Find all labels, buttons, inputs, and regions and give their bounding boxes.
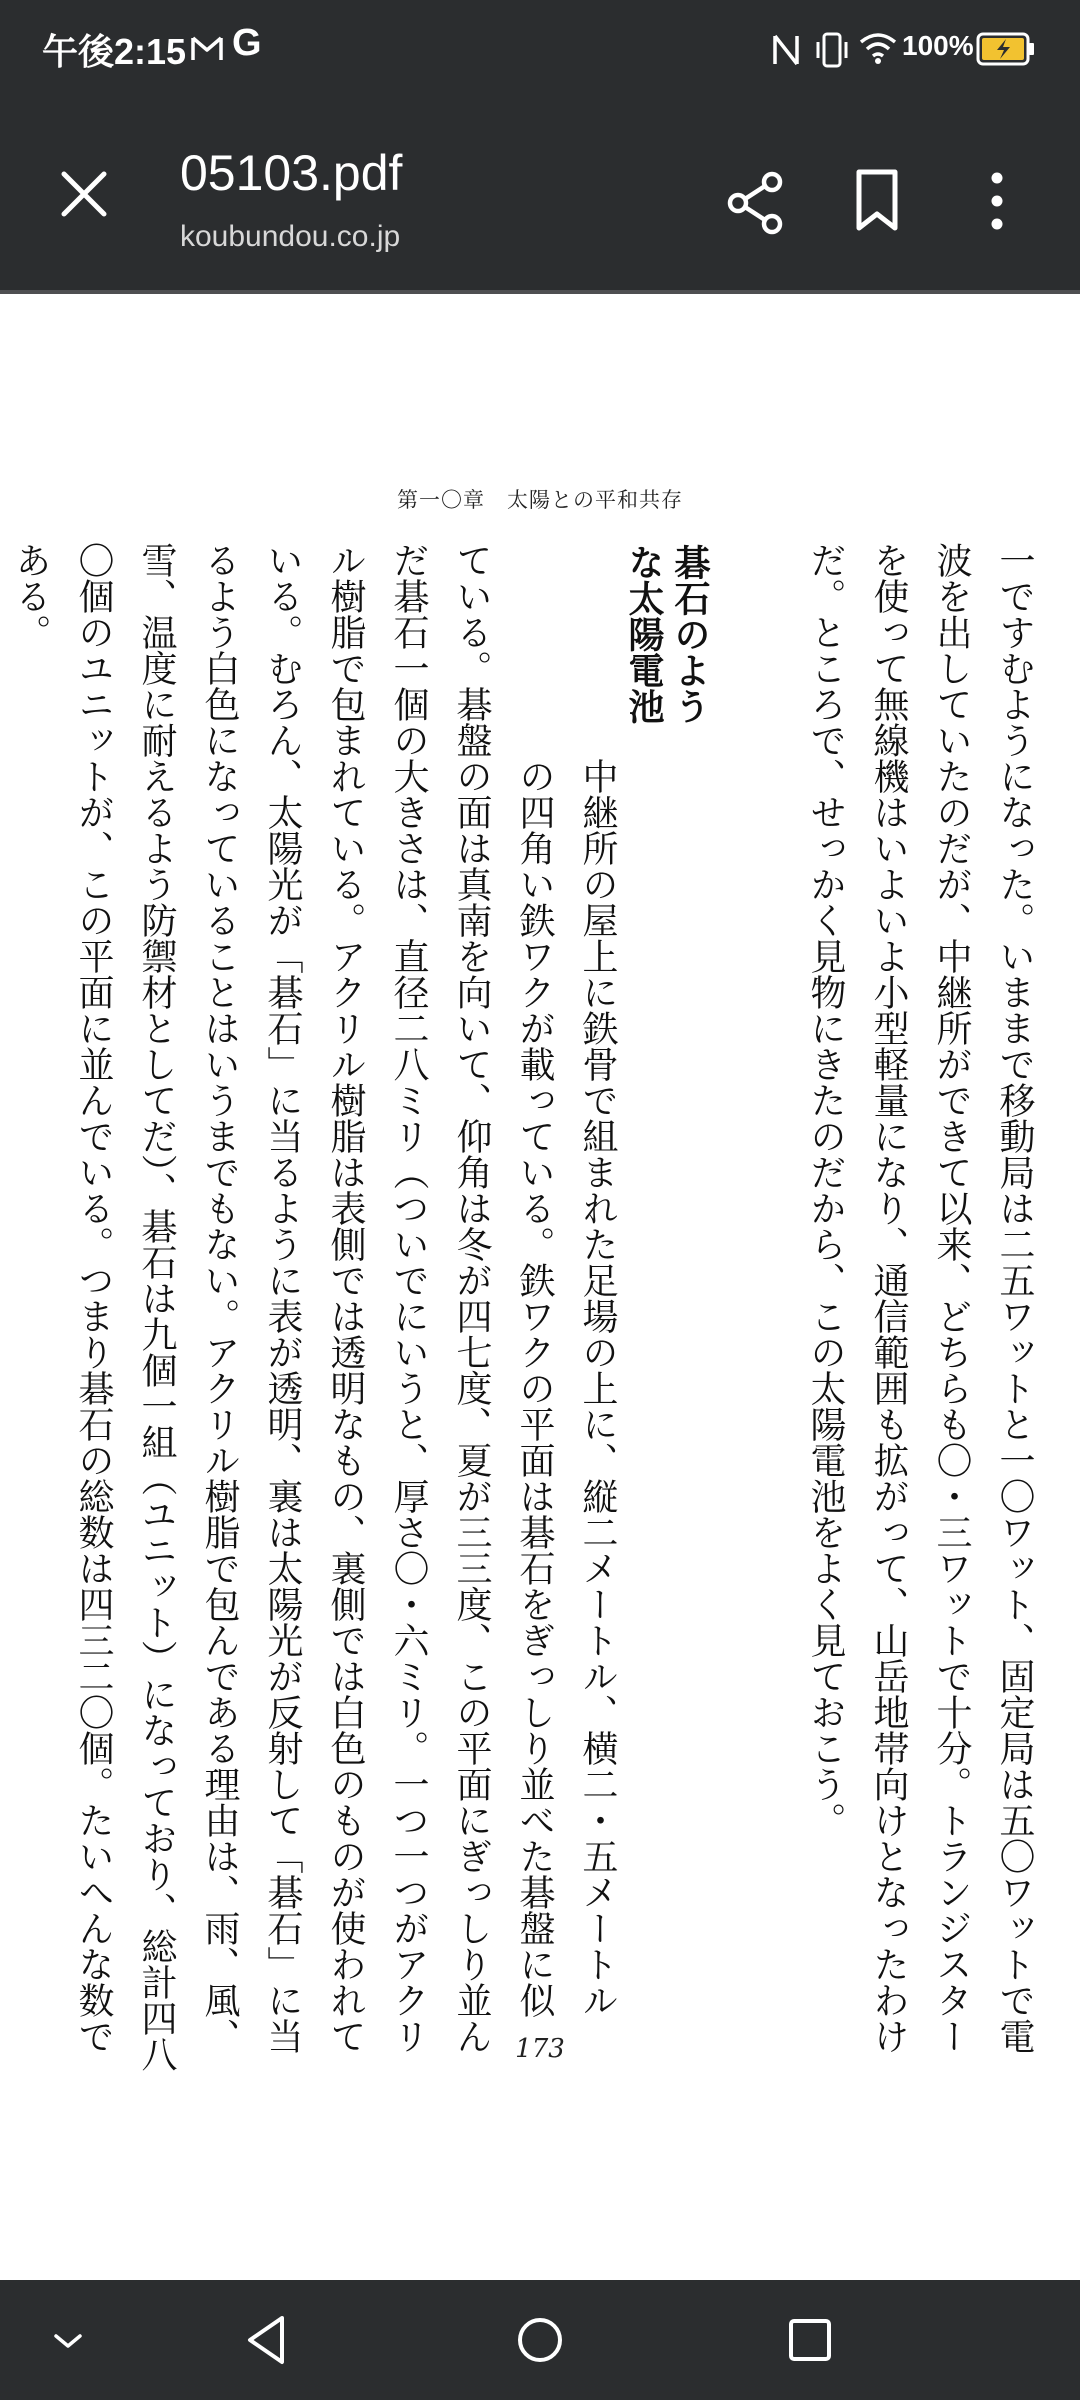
collapse-chevron-icon (28, 2300, 108, 2380)
battery-percent: 100% (902, 30, 974, 61)
paragraph-text: 一ですむようになった。いままで移動局は二五ワットと一〇ワット、固定局は五〇ワットで電 波を出していたのだが、中継所ができて以来、どちらも〇・三ワットで十分。トランジスター を使って無線機はいよいよ小型軽量になり、通信範囲も拡がって、山岳地帯向けとなったわけ だ。ところで、せっかく見物にきたのだから、この太陽電池をよく見ておこう。 (805, 542, 1035, 2054)
bookmark-icon (842, 166, 912, 236)
app-bar (0, 100, 1080, 290)
wifi-icon (858, 30, 898, 66)
share-button[interactable] (722, 168, 792, 238)
bookmark-button[interactable] (842, 166, 912, 236)
more-vert-icon (962, 166, 1032, 236)
back-icon (228, 2300, 308, 2380)
document-title: 05103.pdf (180, 145, 403, 201)
google-icon: G (232, 22, 262, 64)
pdf-page[interactable] (0, 294, 1080, 2280)
home-button[interactable] (500, 2300, 580, 2380)
more-options-button[interactable] (962, 166, 1032, 236)
status-time: 午後2:15 (42, 31, 187, 72)
close-button[interactable] (48, 158, 120, 230)
recents-button[interactable] (770, 2300, 850, 2380)
vibrate-icon (814, 30, 850, 70)
page-number: 173 (515, 2034, 565, 2064)
document-domain: koubundou.co.jp (180, 220, 401, 253)
battery-charging-icon (976, 32, 1036, 66)
share-icon (722, 168, 792, 238)
running-head: 第一〇章 太陽との平和共存 (397, 488, 683, 512)
nfc-icon (770, 30, 802, 70)
recents-icon (770, 2300, 850, 2380)
close-icon (48, 158, 120, 230)
collapse-nav-button[interactable] (28, 2300, 108, 2380)
paragraph-text: 中継所の屋上に鉄骨で組まれた足場の上に、縦二メートル、横二・五メートル の四角い鉄ワクが載っている。鉄ワクの平面は碁石をぎっしり並べた碁盤に似 ている。碁盤の面は真南を向いて、仰角は冬が四七度、夏が三三度、この平面にぎっしり並ん だ碁石一個の大きさは、直径二八ミリ（ついでにいうと、厚さ〇・六ミリ。一つ一つがアクリ ル樹脂で包まれている。アクリル樹脂は表側では透明なもの、裏側では白色のものが使われて いる。むろん、太陽光が「碁石」に当るように表が透明、裏は太陽光が反射して「碁石」に当 るよう白色になっていることはいうまでもない。アクリル樹脂で包んである理由は、雨、風、 雪、温度に耐えるよう防禦材としてだ）、碁石は九個一組（ユニット）になっており、総計四八 〇個のユニットが、この平面に並んでいる。つまり碁石の総数は四三二〇個。たいへんな数で ある。 (10, 542, 618, 2072)
navigation-bar (0, 2280, 1080, 2400)
back-button[interactable] (228, 2300, 308, 2380)
gmail-icon (190, 34, 224, 64)
home-icon (500, 2300, 580, 2380)
section-heading: 碁石のよう な太陽電池 (623, 544, 710, 724)
status-bar (0, 0, 1080, 100)
